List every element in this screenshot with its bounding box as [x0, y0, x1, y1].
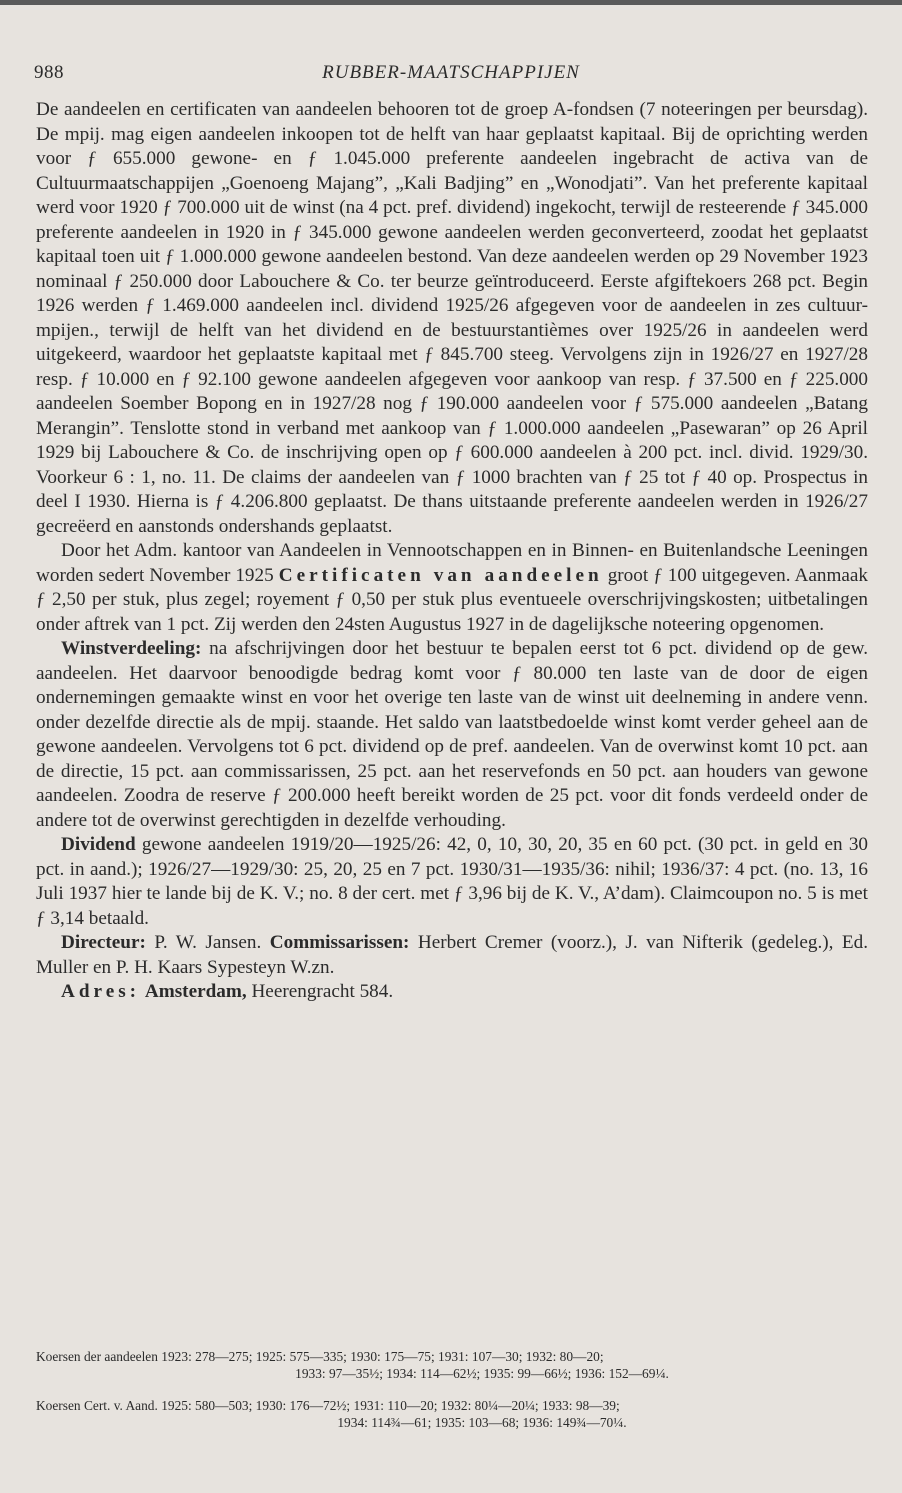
address-label: Adres: [61, 981, 141, 1002]
address-street: Heerengracht 584. [251, 981, 394, 1002]
page-header [34, 58, 868, 88]
koersen-certificaten [36, 1397, 868, 1431]
dividend-label: Dividend [61, 834, 136, 855]
winstverdeeling-label: Winstverdeeling: [61, 638, 202, 659]
koersen-aandeelen-line2: 1933: 97—35½; 1934: 114—62½; 1935: 99—66½; 1936: 152—69¼. [295, 1366, 669, 1381]
paragraph-management [36, 931, 868, 980]
paragraph-capital: De aandeelen en certificaten van aandeelen behooren tot de groep A-fondsen (7 noteeringen per beursdag). De mpij. mag eigen aandeelen inkoopen tot de helft van haar geplaatst kapitaal. Bij de oprichting werden voor ƒ 655.000 gewone- en ƒ 1.045.000 preferente aandeelen ingebracht de activa van de Cultuurmaatschappijen „Goenoeng Majang”, „Kali Badjing” en „Wonodjati”. Van het preferente kapitaal werd voor 1920 ƒ 700.000 uit de winst (na 4 pct. pref. dividend) ingekocht, terwijl de resteerende ƒ 345.000 preferente aandeelen in 1920 in ƒ 345.000 gewone aandeelen werden geconverteerd, zoodat het geplaatst kapitaal toen uit ƒ 1.000.000 gewone aandeelen bestond. Van deze aandeelen werden op 29 November 1923 nominaal ƒ 250.000 door Labouchere & Co. ter beurze geïntroduceerd. Eerste afgiftekoers 268 pct. Begin 1926 werden ƒ 1.469.000 aandeelen incl. dividend 1925/26 afgegeven voor de aandeelen in zes cultuur-mpijen., terwijl de helft van het dividend en de bestuurstantièmes over 1925/26 in aandeelen werd uitgekeerd, waardoor het geplaatste kapitaal met ƒ 845.700 steeg. Vervolgens zijn in 1926/27 en 1927/28 resp. ƒ 10.000 en ƒ 92.100 gewone aandeelen afgegeven voor aankoop van resp. ƒ 37.500 en ƒ 225.000 aandeelen Soember Bopong en in 1927/28 nog ƒ 190.000 aandeelen voor ƒ 575.000 aandeelen „Batang Merangin”. Tenslotte stond in verband met aankoop van ƒ 1.000.000 aandeelen „Pasewaran” op 26 April 1929 bij Labouchere & Co. de inschrijving open op ƒ 600.000 aandeelen à 200 pct. incl. divid. 1929/30. Voorkeur 6 : 1, no. 11. De claims der aandeelen van ƒ 1000 brachten van ƒ 25 tot ƒ 40 op. Prospectus in deel I 1930. Hierna is ƒ 4.206.800 geplaatst. De thans uitstaande preferente aandeelen werden in 1926/27 gecreëerd en aanstonds ondershands geplaatst. [36, 99, 868, 537]
koersen-aandeelen [36, 1348, 868, 1382]
page-number: 988 [34, 62, 64, 83]
dividend-text: gewone aandeelen 1919/20—1925/26: 42, 0, 10, 30, 20, 35 en 60 pct. (30 pct. in geld en 30 pct. in aand.); 1926/27—1929/30: 25, 20, 25 en 7 pct. 1930/31—1935/36: nihil; 1936/37: 4 pct. (no. 13, 16 Juli 1937 hier te lande bij de K. V.; no. 8 der cert. met ƒ 3,96 bij de K. V., A’dam). Claimcoupon no. 5 is met ƒ 3,14 betaald. [36, 834, 869, 929]
paragraph-dividend [36, 833, 868, 931]
scan-edge [0, 0, 902, 5]
paragraph-certificates [36, 539, 868, 637]
directeur-label: Directeur: [61, 932, 146, 953]
koersen-cert-line2: 1934: 114¾—61; 1935: 103—68; 1936: 149¾—70¼. [337, 1415, 627, 1430]
commissarissen-label: Commissarissen: [269, 932, 410, 953]
main-text [36, 98, 868, 1005]
running-title: RUBBER-MAATSCHAPPIJEN [322, 62, 580, 83]
certificates-term: Certificaten van aandeelen [278, 564, 603, 586]
koersen-cert-line1: Koersen Cert. v. Aand. 1925: 580—503; 1930: 176—72½; 1931: 110—20; 1932: 80¼—20¼; 1933: 98—39; [36, 1398, 620, 1413]
commissarissen-names: Herbert Cremer (voorz.), J. van Nifterik (gedeleg.), Ed. Muller en P. H. Kaars Sypesteyn W.zn. [36, 932, 869, 978]
paragraph-address [36, 980, 868, 1005]
address-city: Amsterdam, [144, 981, 247, 1002]
directeur-name: P. W. Jansen. [154, 932, 262, 953]
winstverdeeling-text: na afschrijvingen door het bestuur te bepalen eerst tot 6 pct. dividend op de gew. aandeelen. Het daarvoor benoodigde bedrag komt voor ƒ 80.000 ten laste van de door de eigen ondernemingen gemaakte winst en voor het overige ten laste van de winst uit deelneming in andere venn. onder dezelfde directie als de mpij. staande. Het saldo van laatstbedoelde winst komt verder geheel aan de gewone aandeelen. Vervolgens tot 6 pct. dividend op de pref. aandeelen. Van de overwinst komt 10 pct. aan de directie, 15 pct. aan commissarissen, 25 pct. aan het reservefonds en 50 pct. aan houders van gewone aandeelen. Zoodra de reserve ƒ 200.000 heeft bereikt worden de 25 pct. voor dit fonds verdeeld onder de andere tot de overwinst gerechtigden in dezelfde verhouding. [36, 638, 868, 831]
certificates-details: groot ƒ 100 uitgegeven. Aanmaak ƒ 2,50 per stuk, plus zegel; royement ƒ 0,50 per stuk plus eventueele overschrijvingskosten; uitbetalingen onder aftrek van 1 pct. Zij werden den 24sten Augustus 1927 in de dagelijksche noteering opgenomen. [36, 564, 868, 635]
certificates-intro: Door het Adm. kantoor van Aandeelen in Vennootschappen en in Binnen- en Buitenlandsche Leeningen worden sedert November 1925 [36, 540, 868, 586]
koersen-aandeelen-line1: Koersen der aandeelen 1923: 278—275; 1925: 575—335; 1930: 175—75; 1931: 107—30; 1932: 80—20; [36, 1349, 604, 1364]
paragraph-winstverdeeling [36, 637, 868, 833]
